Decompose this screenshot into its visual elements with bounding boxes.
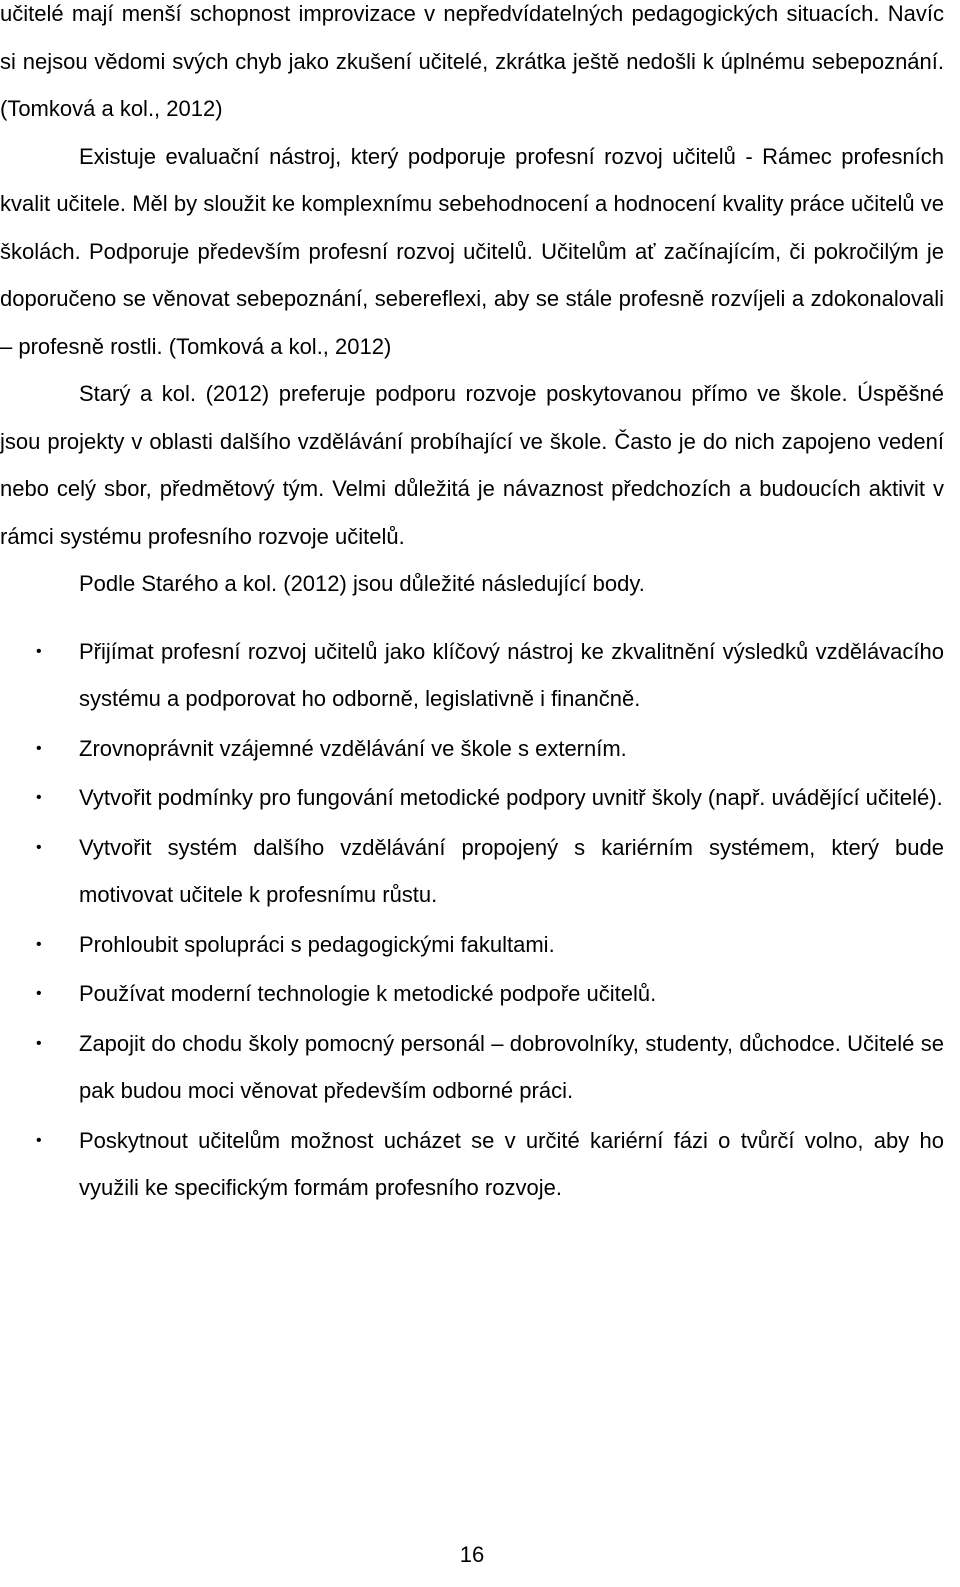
bullet-icon: •: [36, 642, 42, 660]
list-item: [0, 1117, 944, 1212]
list-item: [0, 921, 944, 969]
paragraph-continuation: učitelé mají menší schopnost improvizace v nepředvídatelných pedagogických situacích. Navíc si nejsou vědomi svých chyb jako zkušení učitelé, zkrátka ještě nedošli k úplnému sebepoznání. (Tomková a kol., 2012): [0, 1, 944, 121]
list-item: [0, 725, 944, 773]
list-item-text: Zrovnoprávnit vzájemné vzdělávání ve škole s externím.: [79, 735, 627, 761]
bullet-icon: •: [36, 1034, 42, 1052]
list-item: [0, 824, 944, 919]
paragraph-evaluation-tool: Existuje evaluační nástroj, který podporuje profesní rozvoj učitelů - Rámec profesních kvalit učitele. Měl by sloužit ke komplexnímu sebehodnocení a hodnocení kvality práce učitelů ve školách. Podporuje především profesní rozvoj učitelů. Učitelům ať začínajícím, či pokročilým je doporučeno se věnovat sebepoznání, sebereflexi, aby se stále profesně rozvíjeli a zdokonalovali – profesně rostli. (Tomková a kol., 2012): [0, 143, 944, 359]
list-item-text: Zapojit do chodu školy pomocný personál – dobrovolníky, studenty, důchodce. Učitelé se pak budou moci věnovat především odborné práci.: [79, 1030, 944, 1103]
bullet-icon: •: [36, 838, 42, 856]
bullet-icon: •: [36, 935, 42, 953]
paragraph-list-intro: Podle Starého a kol. (2012) jsou důležité následující body.: [79, 571, 645, 596]
list-item-text: Poskytnout učitelům možnost ucházet se v určité kariérní fázi o tvůrčí volno, aby ho využili ke specifickým formám profesního rozvoje.: [79, 1127, 944, 1200]
bullet-icon: •: [36, 739, 42, 757]
list-item-text: Vytvořit podmínky pro fungování metodické podpory uvnitř školy (např. uvádějící učitelé).: [79, 785, 943, 810]
list-item: [0, 774, 944, 822]
page-number: 16: [459, 1542, 485, 1567]
bullet-icon: •: [36, 789, 42, 806]
paragraph-stary-preference: Starý a kol. (2012) preferuje podporu rozvoje poskytovanou přímo ve škole. Úspěšné jsou projekty v oblasti dalšího vzdělávání probíhající ve škole. Často je do nich zapojeno vedení nebo celý sbor, předmětový tým. Velmi důležitá je návaznost předchozích a budoucích aktivit v rámci systému profesního rozvoje učitelů.: [0, 381, 944, 549]
bullet-icon: •: [36, 1131, 42, 1149]
list-item: [0, 1020, 944, 1115]
list-item-text: Přijímat profesní rozvoj učitelů jako klíčový nástroj ke zkvalitnění výsledků vzdělávacího systému a podporovat ho odborně, legislativně i finančně.: [79, 638, 944, 711]
list-item: [0, 628, 944, 723]
list-item: [0, 970, 944, 1018]
bullet-icon: •: [36, 985, 42, 1002]
list-item-text: Prohloubit spolupráci s pedagogickými fakultami.: [79, 931, 555, 957]
bullet-list: [0, 628, 944, 1212]
list-item-text: Používat moderní technologie k metodické podpoře učitelů.: [79, 981, 657, 1006]
list-item-text: Vytvořit systém dalšího vzdělávání propojený s kariérním systémem, který bude motivovat učitele k profesnímu růstu.: [79, 834, 944, 907]
